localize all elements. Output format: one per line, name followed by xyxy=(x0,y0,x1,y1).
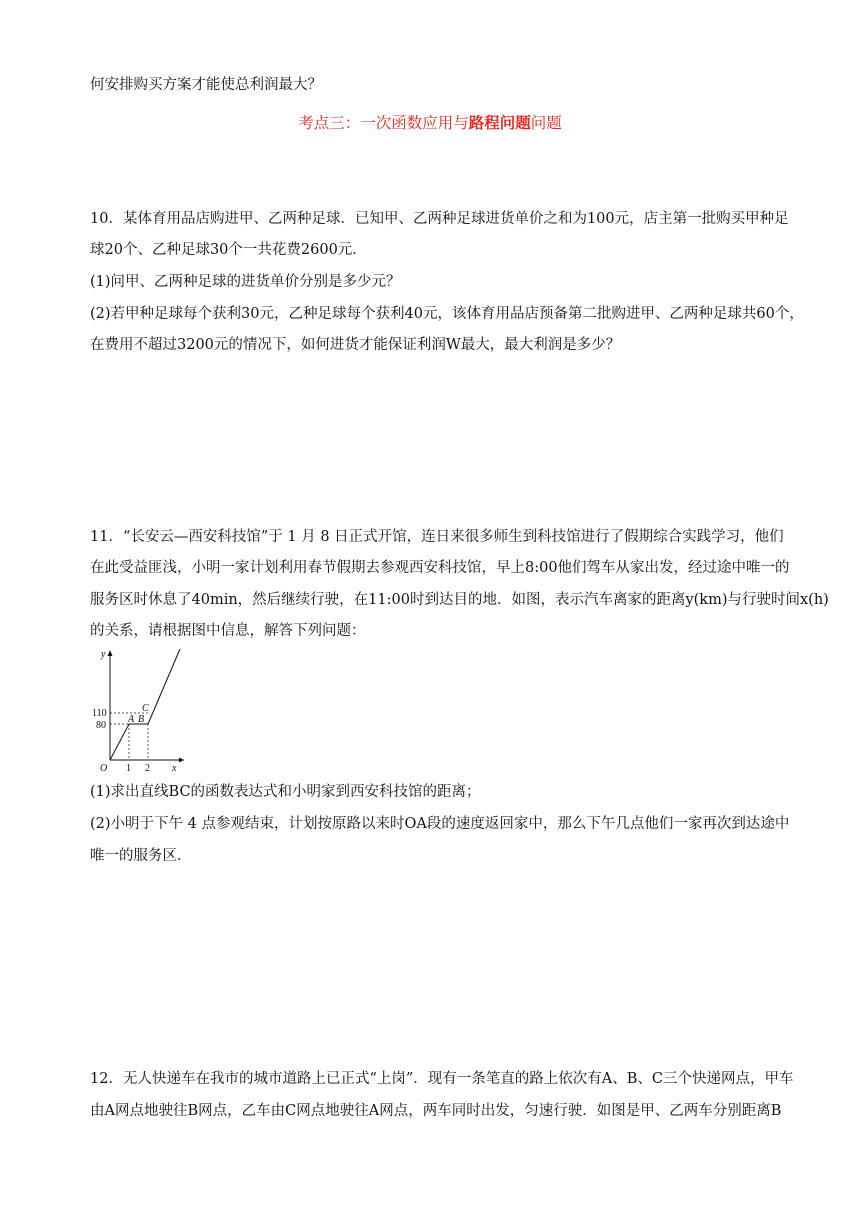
q11-line-4: 的关系，请根据图中信息，解答下列问题： xyxy=(90,623,366,639)
y-tick-80: 80 xyxy=(96,720,106,731)
origin-label: O xyxy=(100,763,108,774)
q11-line-3: 服务区时休息了40min，然后继续行驶，在11:00时到达目的地．如图，表示汽车离家的距离y(km)与行驶时间x(h) xyxy=(90,592,829,608)
y-axis-arrow xyxy=(108,650,113,656)
x-tick-1: 1 xyxy=(126,763,131,774)
q10-line-2: 球20个、乙种足球30个一共花费2600元． xyxy=(90,242,367,258)
heading-part-3: 问题 xyxy=(530,114,562,132)
q11-line-6: (2)小明于下午 4 点参观结束，计划按原路以来时OA段的速度返回家中，那么下午几点他们一家再次到达途中 xyxy=(90,816,790,832)
prev-question-tail: 何安排购买方案才能使总利润最大？ xyxy=(90,77,322,93)
section-heading xyxy=(0,113,860,133)
point-b-label: B xyxy=(138,714,145,725)
x-axis-label: x xyxy=(172,763,177,774)
distance-time-graph xyxy=(92,646,188,776)
q11-line-7: 唯一的服务区． xyxy=(90,848,192,864)
y-axis-label: y xyxy=(101,649,106,660)
x-axis-arrow xyxy=(179,758,184,763)
q11-line-5: (1)求出直线BC的函数表达式和小明家到西安科技馆的距离； xyxy=(90,784,481,800)
q11-line-2: 在此受益匪浅，小明一家计划利用春节假期去参观西安科技馆，早上8:00他们驾车从家出发，经过途中唯一的 xyxy=(90,560,790,576)
heading-part-1: 考点三：一次函数应用与 xyxy=(298,114,469,132)
q11-line-1: 11．“长安云—西安科技馆”于 1 月 8 日正式开馆，连日来很多师生到科技馆进行了假期综合实践学习，他们 xyxy=(90,529,784,545)
point-a-label: A xyxy=(128,714,135,725)
q10-line-1: 10．某体育用品店购进甲、乙两种足球．已知甲、乙两种足球进货单价之和为100元，店主第一批购买甲种足 xyxy=(90,211,789,227)
q12-line-2: 由A网点地驶往B网点，乙车由C网点地驶往A网点，两车同时出发，匀速行驶．如图是甲、乙两车分别距离B xyxy=(90,1103,782,1119)
q10-line-5: 在费用不超过3200元的情况下，如何进货才能保证利润W最大，最大利润是多少？ xyxy=(90,337,621,353)
y-tick-110: 110 xyxy=(92,708,107,719)
heading-part-2: 路程问题 xyxy=(468,113,531,132)
q10-line-3: (1)问甲、乙两种足球的进货单价分别是多少元？ xyxy=(90,274,401,290)
point-c-label: C xyxy=(142,703,149,714)
line-bc xyxy=(148,649,180,724)
q10-line-4: (2)若甲种足球每个获利30元，乙种足球每个获利40元，该体育用品店预备第二批购进甲、乙两种足球共60个， xyxy=(90,306,804,322)
q12-line-1: 12．无人快递车在我市的城市道路上已正式“上岗”．现有一条笔直的路上依次有A、B、C三个快递网点，甲车 xyxy=(90,1071,794,1087)
x-tick-2: 2 xyxy=(145,763,150,774)
